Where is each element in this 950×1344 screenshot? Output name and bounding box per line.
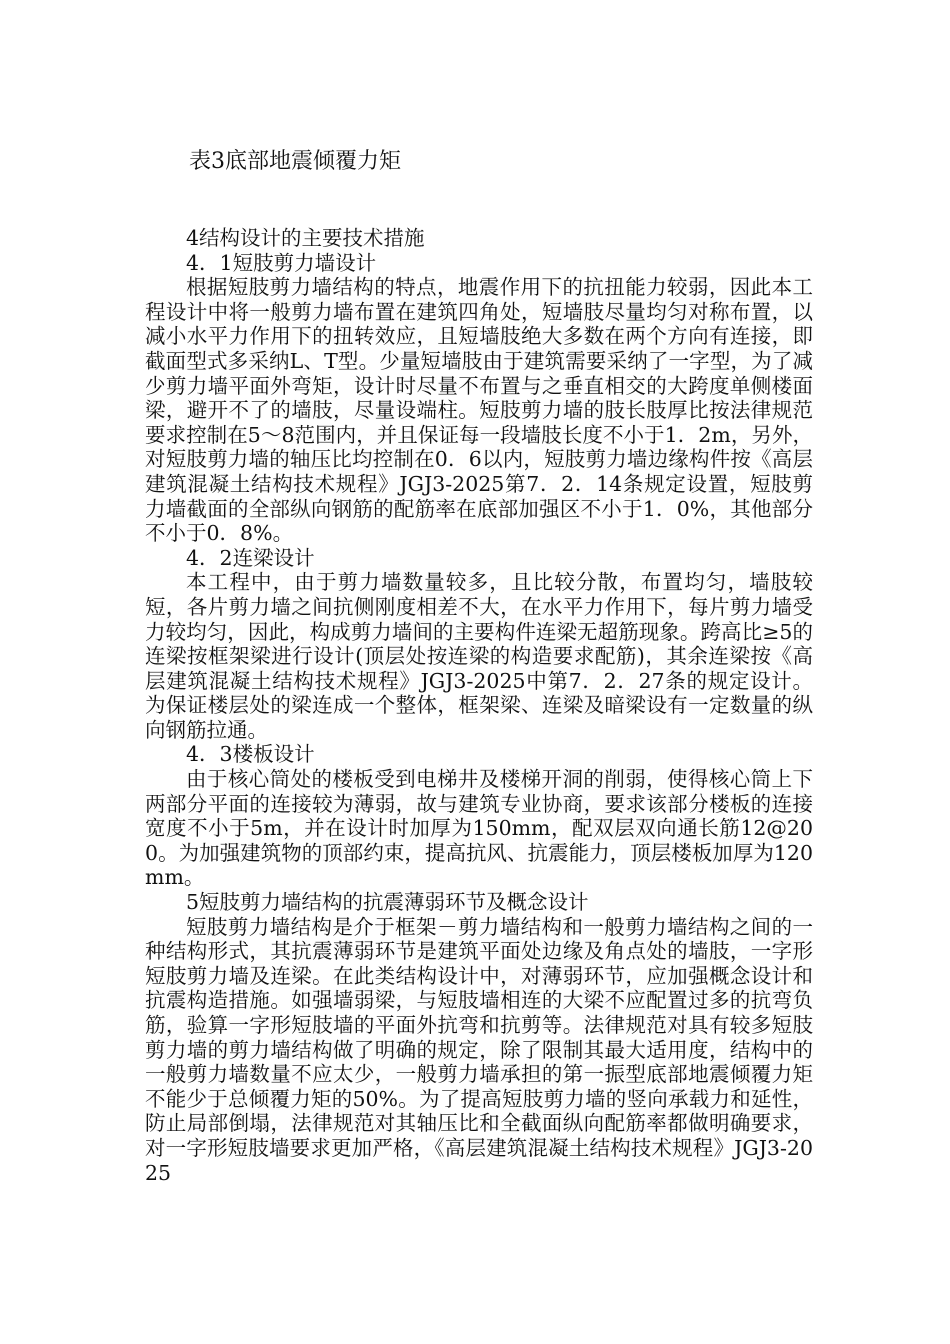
- paragraph-seismic-weak-links: 短肢剪力墙结构是介于框架－剪力墙结构和一般剪力墙结构之间的一种结构形式，其抗震薄弱环节是建筑平面处边缘及角点处的墙肢，一字形短肢剪力墙及连梁。在此类结构设计中，对薄弱环节，应加强概念设计和抗震构造措施。如强墙弱梁，与短肢墙相连的大梁不应配置过多的抗弯负筋，验算一字形短肢墙的平面外抗弯和抗剪等。法律规范对具有较多短肢剪力墙的剪力墙结构做了明确的规定，除了限制其最大适用度，结构中的一般剪力墙数量不应太少，一般剪力墙承担的第一振型底部地震倾覆力矩不能少于总倾覆力矩的50%。为了提高短肢剪力墙的竖向承载力和延性，防止局部倒塌，法律规范对其轴压比和全截面纵向配筋率都做明确要求，对一字形短肢墙要求更加严格，《高层建筑混凝土结构技术规程》JGJ3-2025: [145, 914, 813, 1185]
- subsection-heading-4-2: 4．2连梁设计: [186, 545, 315, 570]
- paragraph-short-wall-design: 根据短肢剪力墙结构的特点，地震作用下的抗扭能力较弱，因此本工程设计中将一般剪力墙布置在建筑四角处，短墙肢尽量均匀对称布置，以减小水平力作用下的扭转效应，且短墙肢绝大多数在两个方向有连接，即截面型式多采纳L、T型。少量短墙肢由于建筑需要采纳了一字型，为了减少剪力墙平面外弯矩，设计时尽量不布置与之垂直相交的大跨度单侧楼面梁，避开不了的墙肢，尽量设端柱。短肢剪力墙的肢长肢厚比按法律规范要求控制在5～8范围内，并且保证每一段墙肢长度不小于1．2m，另外，对短肢剪力墙的轴压比均控制在0．6以内，短肢剪力墙边缘构件按《高层建筑混凝土结构技术规程》JGJ3-2025第7．2．14条规定设置，短肢剪力墙截面的全部纵向钢筋的配筋率在底部加强区不小于1．0%，其他部分不小于0．8%。: [145, 275, 813, 546]
- table-caption: 表3底部地震倾覆力矩: [189, 149, 401, 174]
- subsection-heading-4-1: 4．1短肢剪力墙设计: [186, 250, 377, 275]
- paragraph-floor-slab-design: 由于核心筒处的楼板受到电梯井及楼梯开洞的削弱，使得核心筒上下两部分平面的连接较为薄弱，故与建筑专业协商，要求该部分楼板的连接宽度不小于5m，并在设计时加厚为150mm，配双层双向通长筋12@200。为加强建筑物的顶部约束，提高抗风、抗震能力，顶层楼板加厚为120mm。: [145, 767, 813, 890]
- section-heading-4: 4结构设计的主要技术措施: [186, 226, 425, 250]
- body-text: [145, 226, 813, 1185]
- paragraph-coupling-beam-design: 本工程中，由于剪力墙数量较多，且比较分散，布置均匀，墙肢较短，各片剪力墙之间抗侧刚度相差不大，在水平力作用下，每片剪力墙受力较均匀，因此，构成剪力墙间的主要构件连梁无超筋现象。跨高比≥5的连梁按框架梁进行设计(顶层处按连梁的构造要求配筋)，其余连梁按《高层建筑混凝土结构技术规程》JGJ3-2025中第7．2．27条的规定设计。为保证楼层处的梁连成一个整体，框架梁、连梁及暗梁设有一定数量的纵向钢筋拉通。: [145, 570, 813, 742]
- subsection-heading-4-3: 4．3楼板设计: [186, 742, 315, 767]
- section-heading-5: 5短肢剪力墙结构的抗震薄弱环节及概念设计: [186, 890, 589, 915]
